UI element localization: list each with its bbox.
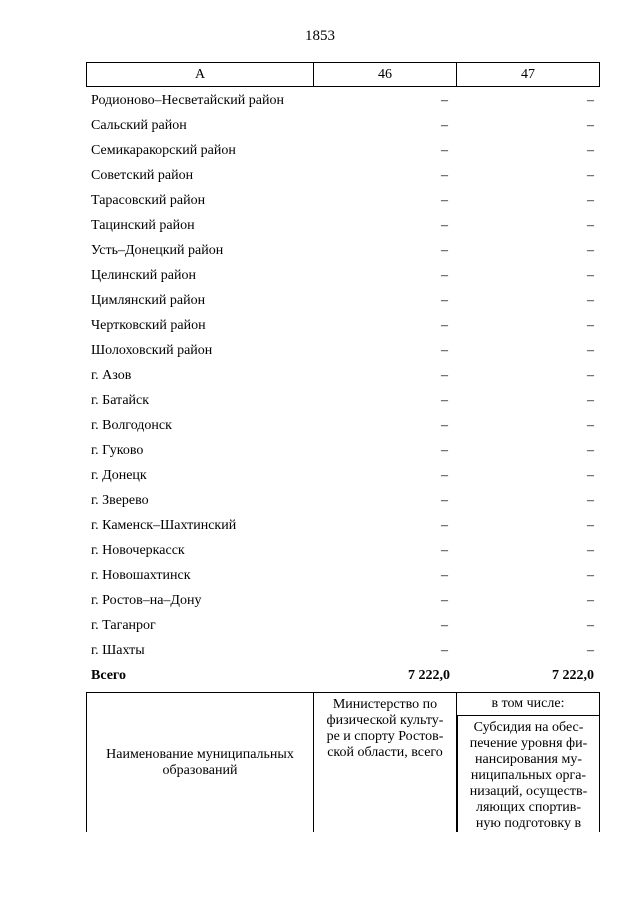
row-value-46: – bbox=[441, 267, 448, 283]
table-row bbox=[86, 238, 600, 263]
row-name: г. Новочеркасск bbox=[91, 542, 185, 558]
row-name: г. Гуково bbox=[91, 442, 144, 458]
row-value-46: – bbox=[441, 192, 448, 208]
row-name: Усть–Донецкий район bbox=[91, 242, 224, 258]
table-row bbox=[86, 413, 600, 438]
bottom-col-municipalities bbox=[87, 693, 314, 832]
row-value-47: – bbox=[587, 642, 594, 658]
row-value-47: – bbox=[587, 442, 594, 458]
table-row bbox=[86, 388, 600, 413]
row-name: Тарасовский район bbox=[91, 192, 206, 208]
row-value-47: – bbox=[587, 567, 594, 583]
table-row bbox=[86, 613, 600, 638]
row-value-46: – bbox=[441, 167, 448, 183]
row-name: г. Новошахтинск bbox=[91, 567, 191, 583]
row-value-46: 7 222,0 bbox=[408, 667, 450, 683]
table-row bbox=[86, 113, 600, 138]
row-name: Семикаракорский район bbox=[91, 142, 236, 158]
row-value-47: – bbox=[587, 417, 594, 433]
row-value-46: – bbox=[441, 317, 448, 333]
row-value-47: – bbox=[587, 267, 594, 283]
row-value-47: – bbox=[587, 392, 594, 408]
table-row bbox=[86, 313, 600, 338]
row-value-46: – bbox=[441, 592, 448, 608]
table-row bbox=[86, 138, 600, 163]
row-value-46: – bbox=[441, 392, 448, 408]
row-name: г. Волгодонск bbox=[91, 417, 172, 433]
table-row bbox=[86, 338, 600, 363]
row-name: г. Батайск bbox=[91, 392, 150, 408]
row-value-47: – bbox=[587, 142, 594, 158]
row-value-47: – bbox=[587, 92, 594, 108]
table-row bbox=[86, 463, 600, 488]
row-value-46: – bbox=[441, 342, 448, 358]
row-value-47: – bbox=[587, 217, 594, 233]
row-value-47: – bbox=[587, 317, 594, 333]
row-name: г. Таганрог bbox=[91, 617, 156, 633]
row-value-47: – bbox=[587, 167, 594, 183]
table-row bbox=[86, 188, 600, 213]
header-col-47: 47 bbox=[521, 66, 535, 82]
row-value-46: – bbox=[441, 617, 448, 633]
table-row bbox=[86, 438, 600, 463]
row-value-46: – bbox=[441, 217, 448, 233]
bottom-col-municipalities-text: Наименование муниципальных образований bbox=[106, 746, 294, 778]
row-value-47: – bbox=[587, 342, 594, 358]
row-name: Тацинский район bbox=[91, 217, 195, 233]
row-name: г. Донецк bbox=[91, 467, 147, 483]
table-header bbox=[86, 62, 600, 87]
row-value-46: – bbox=[441, 142, 448, 158]
row-value-47: – bbox=[587, 592, 594, 608]
row-value-46: – bbox=[441, 367, 448, 383]
row-value-47: – bbox=[587, 117, 594, 133]
header-col-46: 46 bbox=[314, 63, 457, 86]
row-value-46: – bbox=[441, 567, 448, 583]
row-name: Родионово–Несветайский район bbox=[91, 92, 284, 108]
row-name: Советский район bbox=[91, 167, 194, 183]
row-value-46: – bbox=[441, 517, 448, 533]
row-value-46: – bbox=[441, 117, 448, 133]
row-value-47: 7 222,0 bbox=[552, 667, 594, 683]
row-value-47: – bbox=[587, 192, 594, 208]
page-number: 1853 bbox=[305, 28, 335, 44]
header-col-a: А bbox=[87, 63, 314, 86]
table-body bbox=[86, 88, 600, 688]
row-name: г. Зверево bbox=[91, 492, 149, 508]
row-name: г. Шахты bbox=[91, 642, 145, 658]
row-name: Шолоховский район bbox=[91, 342, 213, 358]
table-row bbox=[86, 513, 600, 538]
table-row bbox=[86, 213, 600, 238]
table-row bbox=[86, 563, 600, 588]
bottom-col-including: в том числе: bbox=[491, 696, 565, 711]
row-value-47: – bbox=[587, 517, 594, 533]
row-name: Сальский район bbox=[91, 117, 187, 133]
bottom-table-header bbox=[86, 692, 600, 832]
row-value-46: – bbox=[441, 542, 448, 558]
bottom-col-subsidy bbox=[457, 715, 599, 832]
row-value-47: – bbox=[587, 242, 594, 258]
row-value-47: – bbox=[587, 367, 594, 383]
row-name: г. Азов bbox=[91, 367, 132, 383]
row-value-46: – bbox=[441, 492, 448, 508]
row-value-47: – bbox=[587, 542, 594, 558]
table-row bbox=[86, 263, 600, 288]
row-name: г. Ростов–на–Дону bbox=[91, 592, 202, 608]
row-name: Целинский район bbox=[91, 267, 196, 283]
bottom-col-ministry-text: Министерство по физической культу-ре и спорту Ростов-ской области, всего bbox=[326, 697, 444, 760]
table-row bbox=[86, 588, 600, 613]
row-value-46: – bbox=[441, 242, 448, 258]
row-value-47: – bbox=[587, 292, 594, 308]
row-value-46: – bbox=[441, 642, 448, 658]
row-value-47: – bbox=[587, 492, 594, 508]
row-name: Всего bbox=[91, 667, 126, 683]
row-name: Чертковский район bbox=[91, 317, 206, 333]
table-row bbox=[86, 163, 600, 188]
row-name: Цимлянский район bbox=[91, 292, 206, 308]
row-name: г. Каменск–Шахтинский bbox=[91, 517, 237, 533]
table-row bbox=[86, 538, 600, 563]
row-value-47: – bbox=[587, 617, 594, 633]
table-row bbox=[86, 88, 600, 113]
row-value-46: – bbox=[441, 467, 448, 483]
row-value-47: – bbox=[587, 467, 594, 483]
row-value-46: – bbox=[441, 442, 448, 458]
total-row bbox=[86, 663, 600, 688]
row-value-46: – bbox=[441, 292, 448, 308]
row-value-46: – bbox=[441, 92, 448, 108]
table-row bbox=[86, 288, 600, 313]
table-row bbox=[86, 488, 600, 513]
table-row bbox=[86, 638, 600, 663]
table-row bbox=[86, 363, 600, 388]
row-value-46: – bbox=[441, 417, 448, 433]
bottom-col-subsidy-text: Субсидия на обес-печение уровня фи-нансирования му-ниципальных орга-низаций, осуществ-ляющих спортив-ную подготовку в bbox=[457, 716, 599, 832]
bottom-col-ministry bbox=[314, 693, 457, 832]
